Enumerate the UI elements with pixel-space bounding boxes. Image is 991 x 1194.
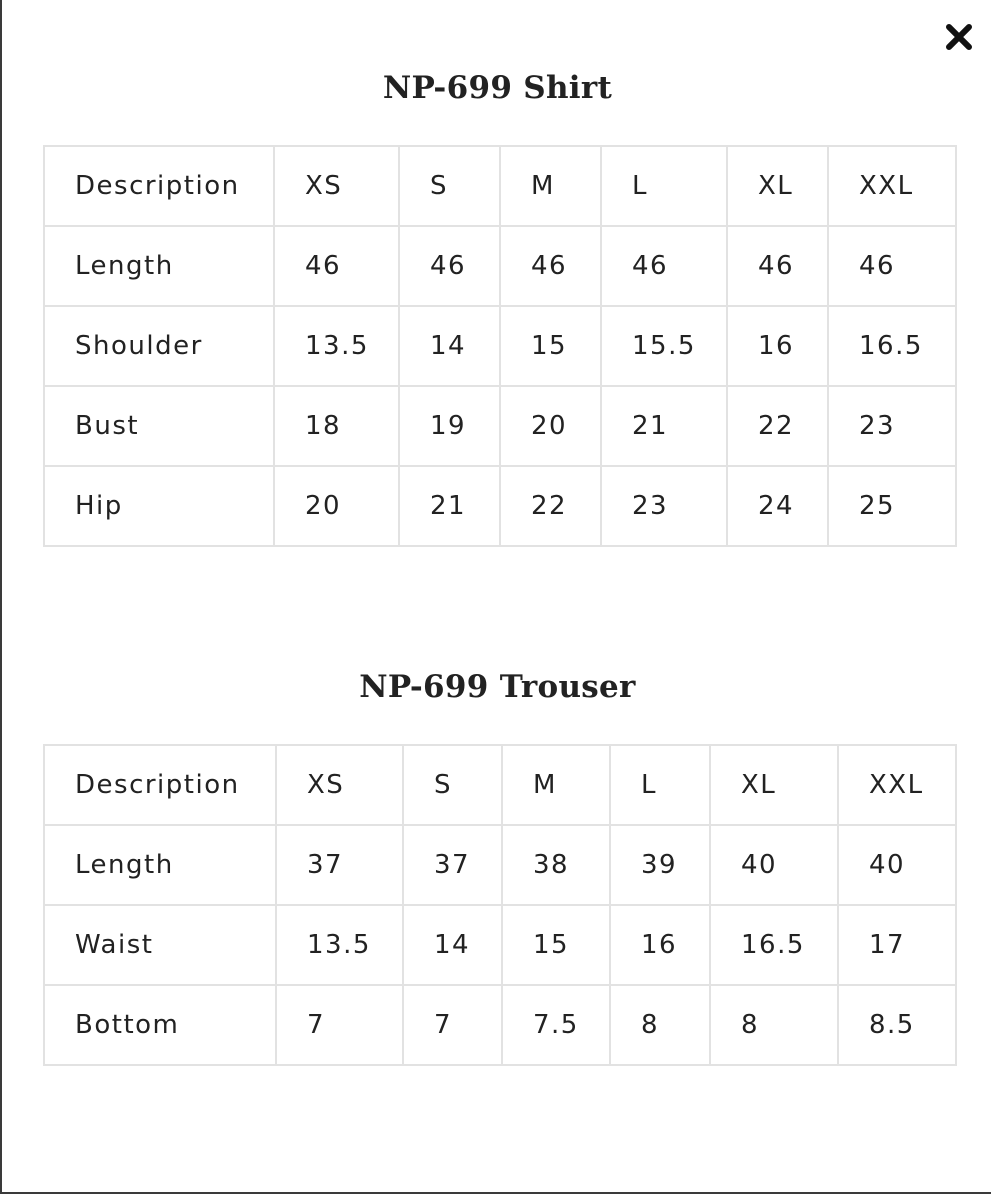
table-cell: 46 bbox=[274, 226, 399, 306]
table-cell: 21 bbox=[601, 386, 727, 466]
table-cell: 15 bbox=[500, 306, 601, 386]
table-cell: 22 bbox=[500, 466, 601, 546]
header-cell: Description bbox=[44, 146, 274, 226]
table-cell: 40 bbox=[838, 825, 956, 905]
table-row bbox=[44, 825, 956, 905]
row-label: Length bbox=[44, 226, 274, 306]
table-row bbox=[44, 985, 956, 1065]
table-cell: 46 bbox=[601, 226, 727, 306]
header-cell: XS bbox=[276, 745, 403, 825]
header-cell: L bbox=[601, 146, 727, 226]
table-header-row bbox=[44, 146, 956, 226]
row-label: Length bbox=[44, 825, 276, 905]
table-cell: 46 bbox=[399, 226, 500, 306]
table-cell: 7.5 bbox=[502, 985, 610, 1065]
header-cell: Description bbox=[44, 745, 276, 825]
table-cell: 14 bbox=[403, 905, 502, 985]
table-cell: 37 bbox=[276, 825, 403, 905]
header-cell: XL bbox=[727, 146, 828, 226]
table-cell: 8 bbox=[710, 985, 838, 1065]
table-cell: 20 bbox=[500, 386, 601, 466]
table-cell: 46 bbox=[727, 226, 828, 306]
table-cell: 15.5 bbox=[601, 306, 727, 386]
table-cell: 23 bbox=[601, 466, 727, 546]
row-label: Hip bbox=[44, 466, 274, 546]
table-cell: 38 bbox=[502, 825, 610, 905]
header-cell: S bbox=[399, 146, 500, 226]
table-cell: 16 bbox=[727, 306, 828, 386]
table-cell: 40 bbox=[710, 825, 838, 905]
trouser-size-table bbox=[43, 744, 957, 1066]
header-cell: S bbox=[403, 745, 502, 825]
table-cell: 16.5 bbox=[828, 306, 956, 386]
table-cell: 24 bbox=[727, 466, 828, 546]
header-cell: M bbox=[502, 745, 610, 825]
table-cell: 16 bbox=[610, 905, 710, 985]
table-cell: 22 bbox=[727, 386, 828, 466]
table-cell: 14 bbox=[399, 306, 500, 386]
header-cell: XL bbox=[710, 745, 838, 825]
trouser-title: NP-699 Trouser bbox=[359, 669, 636, 705]
table-cell: 16.5 bbox=[710, 905, 838, 985]
table-header-row bbox=[44, 745, 956, 825]
table-cell: 18 bbox=[274, 386, 399, 466]
table-cell: 8.5 bbox=[838, 985, 956, 1065]
table-row bbox=[44, 306, 956, 386]
row-label: Waist bbox=[44, 905, 276, 985]
table-cell: 17 bbox=[838, 905, 956, 985]
header-cell: M bbox=[500, 146, 601, 226]
table-cell: 46 bbox=[500, 226, 601, 306]
table-cell: 46 bbox=[828, 226, 956, 306]
table-cell: 21 bbox=[399, 466, 500, 546]
table-cell: 8 bbox=[610, 985, 710, 1065]
table-row bbox=[44, 466, 956, 546]
header-cell: L bbox=[610, 745, 710, 825]
shirt-size-table bbox=[43, 145, 957, 547]
table-cell: 37 bbox=[403, 825, 502, 905]
header-cell: XXL bbox=[828, 146, 956, 226]
row-label: Shoulder bbox=[44, 306, 274, 386]
table-cell: 13.5 bbox=[276, 905, 403, 985]
table-cell: 7 bbox=[276, 985, 403, 1065]
table-row bbox=[44, 226, 956, 306]
table-row bbox=[44, 905, 956, 985]
table-cell: 25 bbox=[828, 466, 956, 546]
header-cell: XXL bbox=[838, 745, 956, 825]
table-cell: 20 bbox=[274, 466, 399, 546]
table-cell: 19 bbox=[399, 386, 500, 466]
header-cell: XS bbox=[274, 146, 399, 226]
table-cell: 15 bbox=[502, 905, 610, 985]
table-cell: 13.5 bbox=[274, 306, 399, 386]
table-cell: 23 bbox=[828, 386, 956, 466]
close-icon bbox=[944, 22, 974, 52]
row-label: Bust bbox=[44, 386, 274, 466]
table-row bbox=[44, 386, 956, 466]
table-cell: 7 bbox=[403, 985, 502, 1065]
table-cell: 39 bbox=[610, 825, 710, 905]
row-label: Bottom bbox=[44, 985, 276, 1065]
shirt-title: NP-699 Shirt bbox=[382, 70, 613, 106]
close-button[interactable] bbox=[942, 20, 976, 54]
